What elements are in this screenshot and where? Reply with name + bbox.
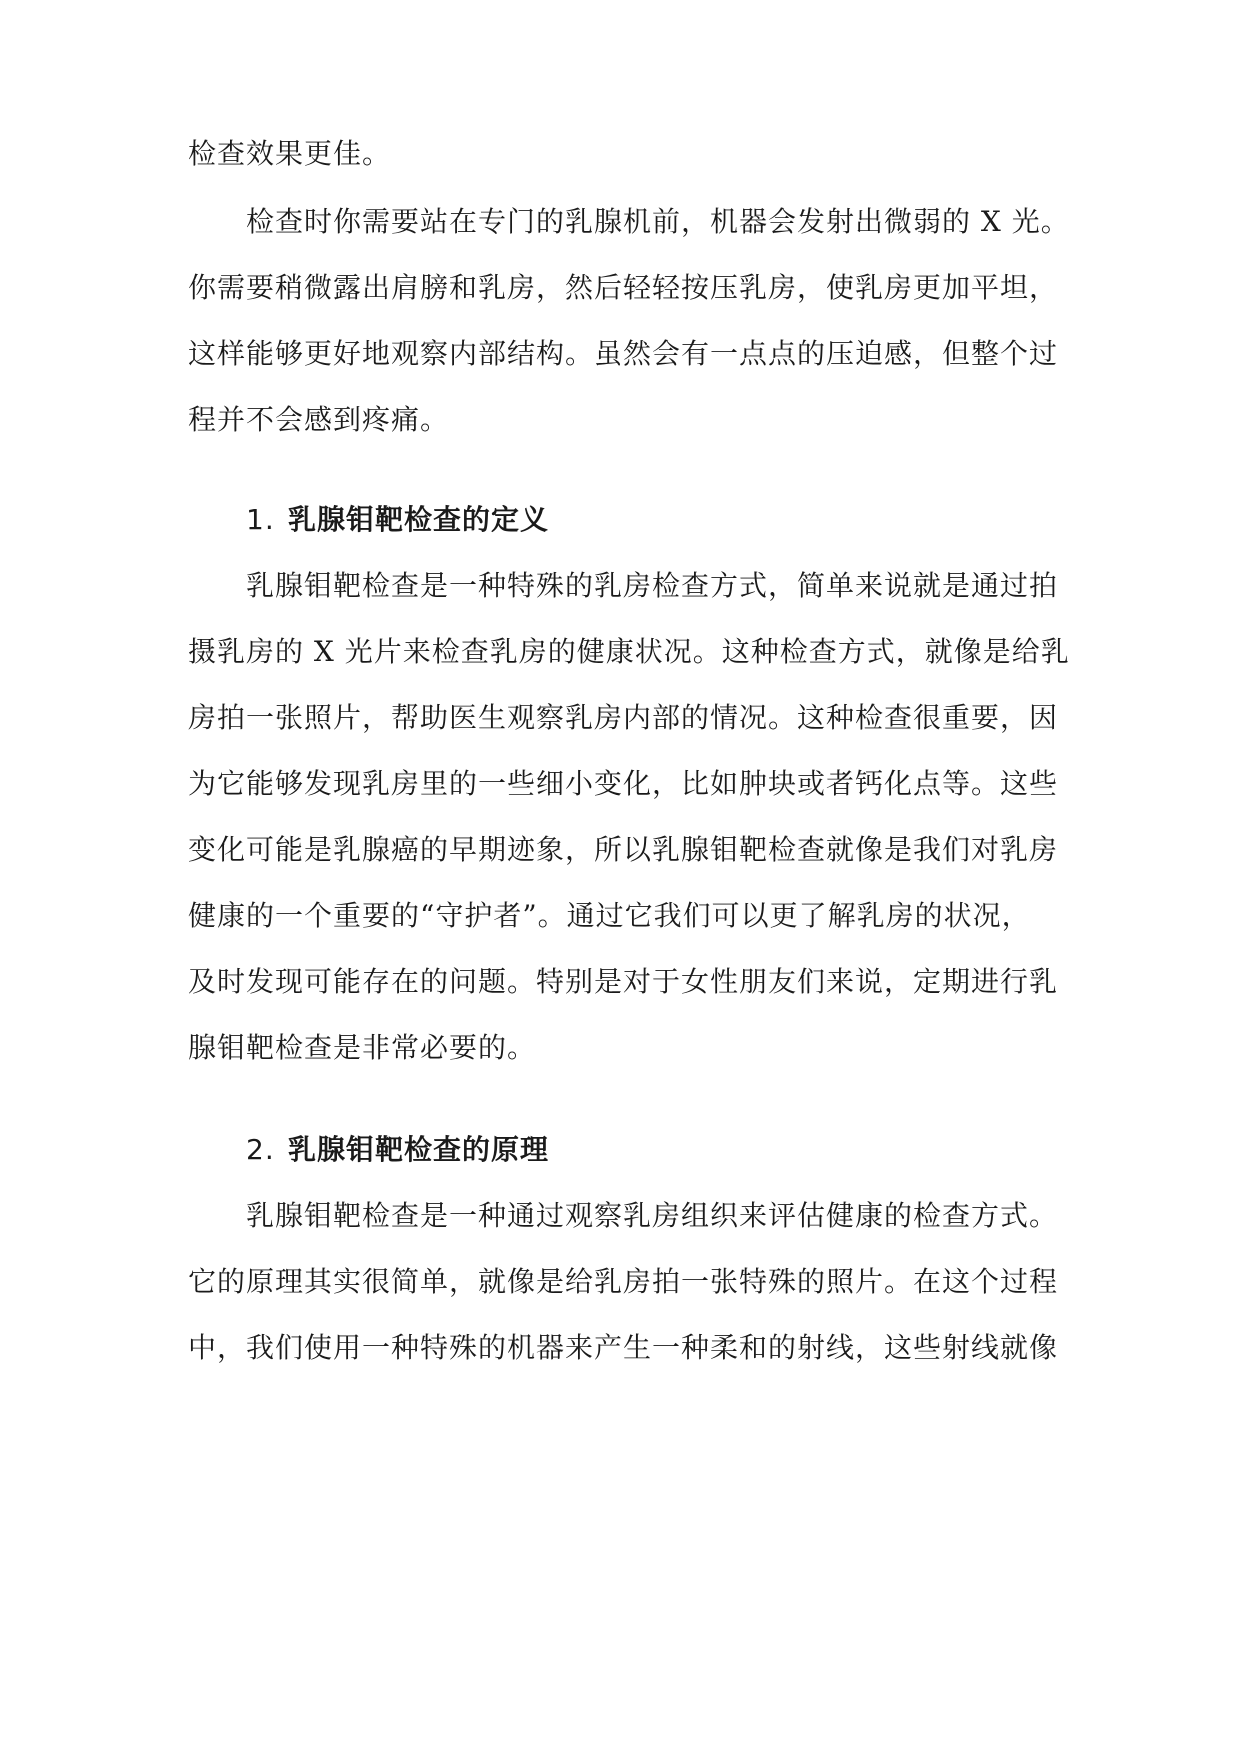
text-line: 变化可能是乳腺癌的早期迹象，所以乳腺钼靶检查就像是我们对乳房: [188, 833, 1059, 866]
text-line: 中，我们使用一种特殊的机器来产生一种柔和的射线，这些射线就像: [188, 1331, 1059, 1364]
section-number: 1.: [246, 503, 275, 536]
text-line: 为它能够发现乳房里的一些细小变化，比如肿块或者钙化点等。这些: [188, 767, 1059, 800]
text-line: 程并不会感到疼痛。: [188, 403, 450, 436]
paragraph-principle: [188, 1183, 1059, 1381]
section-heading-2: [246, 1130, 549, 1170]
text-line: 摄乳房的 X 光片来检查乳房的健康状况。这种检查方式，就像是给乳: [188, 635, 1070, 668]
text-line: 它的原理其实很简单，就像是给乳房拍一张特殊的照片。在这个过程: [188, 1265, 1059, 1298]
text-line: 检查时你需要站在专门的乳腺机前，机器会发射出微弱的 X 光。: [246, 205, 1070, 238]
text-line: 健康的一个重要的“守护者”。通过它我们可以更了解乳房的状况，: [188, 899, 1031, 932]
section-number: 2.: [246, 1133, 275, 1166]
text-line: 乳腺钼靶检查是一种通过观察乳房组织来评估健康的检查方式。: [246, 1199, 1059, 1232]
text-line: 检查效果更佳。: [188, 137, 392, 170]
section-heading-1: [246, 500, 549, 540]
text-line: 腺钼靶检查是非常必要的。: [188, 1031, 537, 1064]
text-line: 乳腺钼靶检查是一种特殊的乳房检查方式，简单来说就是通过拍: [246, 569, 1059, 602]
text-line: 这样能够更好地观察内部结构。虽然会有一点点的压迫感，但整个过: [188, 337, 1059, 370]
paragraph-definition: [188, 553, 1070, 1081]
paragraph-procedure: [188, 189, 1070, 453]
text-line: 你需要稍微露出肩膀和乳房，然后轻轻按压乳房，使乳房更加平坦，: [188, 271, 1059, 304]
text-line: 及时发现可能存在的问题。特别是对于女性朋友们来说，定期进行乳: [188, 965, 1059, 998]
text-line: 房拍一张照片，帮助医生观察乳房内部的情况。这种检查很重要，因: [188, 701, 1059, 734]
section-title: 乳腺钼靶检查的定义: [288, 503, 550, 536]
section-title: 乳腺钼靶检查的原理: [288, 1133, 550, 1166]
paragraph-intro-end: [188, 121, 1056, 187]
